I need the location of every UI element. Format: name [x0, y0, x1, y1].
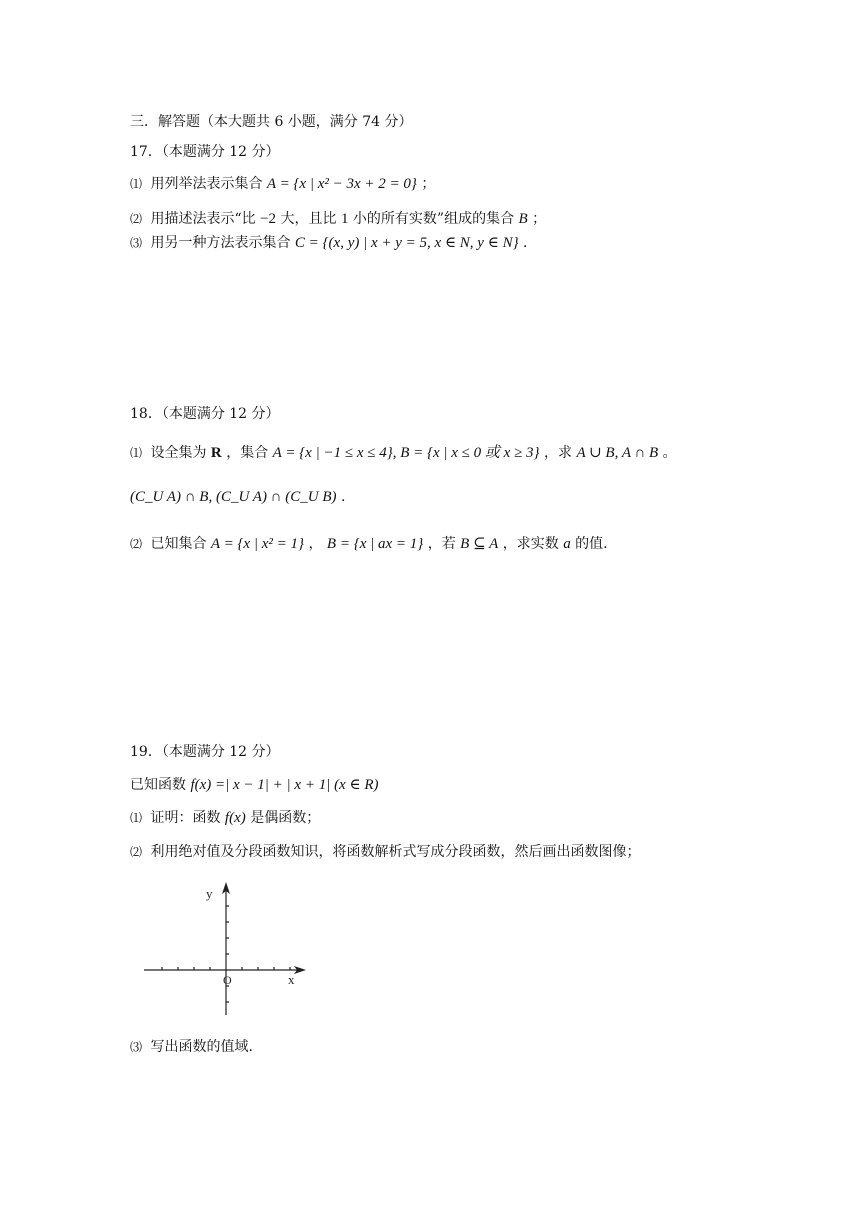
q18-part1-ops: A ∪ B, A ∩ B: [576, 445, 659, 461]
q18-part2-text-c: ，求实数: [502, 536, 559, 552]
q18-part2-label: ⑵: [130, 537, 143, 551]
y-axis-label: y: [206, 886, 213, 901]
q18-part2-text-b: ，若: [427, 536, 456, 552]
q18-part1-universe: R: [210, 445, 222, 461]
q17-part1-label: ⑴: [130, 177, 143, 191]
q17-part2-end: ；: [532, 211, 547, 227]
q18-part1-text-c: ，求: [544, 445, 573, 461]
q18-part1-sets: A = {x | −1 ≤ x ≤ 4}, B = {x | x ≤ 0 或 x ≥ 3}: [272, 445, 540, 461]
q17-part1-text: 用列举法表示集合: [150, 176, 263, 192]
q17-part2: [130, 209, 546, 229]
q18-part2-set-a: A = {x | x² = 1}: [210, 536, 304, 552]
q17-part2-text-b: 大，且比: [280, 211, 337, 227]
q19-intro: [130, 775, 378, 795]
q17-part3-text: 用另一种方法表示集合: [150, 235, 291, 251]
q19-function: f(x) =| x − 1| + | x + 1| (x ∈ R): [190, 777, 379, 793]
q19-part2-label: ⑵: [130, 845, 143, 859]
coordinate-axes-figure: [140, 880, 320, 1020]
q17-part1-set: A = {x | x² − 3x + 2 = 0}: [266, 176, 417, 192]
q17-number: 17．（本题满分 12 分）: [130, 144, 280, 160]
q19-part3: [130, 1037, 253, 1057]
q19-part1-text-a: 证明：函数: [150, 810, 221, 826]
q17-part2-label: ⑵: [130, 212, 143, 226]
q18-part1-text-a: 设全集为: [150, 445, 207, 461]
q18-part2-condition: B ⊆ A: [460, 536, 499, 552]
q18-part2-sep: ，: [308, 536, 323, 552]
q18-part1-label: ⑴: [130, 446, 143, 460]
q19-part2: [130, 842, 640, 862]
q17-part2-text-c: 小的所有实数”组成的集合: [352, 211, 515, 227]
q19-part1-text-b: 是偶函数；: [250, 810, 321, 826]
q18-part1-line2: [130, 487, 345, 507]
q17-part2-num1: −2: [260, 211, 277, 227]
q17-part2-text-a: 用描述法表示“比: [150, 211, 256, 227]
q19-part3-label: ⑶: [130, 1040, 143, 1054]
q19-part1: [130, 808, 320, 828]
q18-part1-text-b: ，集合: [226, 445, 269, 461]
q19-number: 19．（本题满分 12 分）: [130, 744, 280, 760]
q19-part3-text: 写出函数的值域.: [150, 1039, 253, 1055]
q18-part2-text-d: 的值.: [575, 536, 608, 552]
q19-part2-text: 利用绝对值及分段函数知识，将函数解析式写成分段函数，然后画出函数图像；: [150, 844, 641, 860]
q18-part2: [130, 534, 608, 554]
q18-part2-set-b: B = {x | ax = 1}: [326, 536, 424, 552]
q19-part1-func: f(x): [224, 810, 246, 826]
q18-part1-line2-end: .: [340, 489, 346, 505]
x-axis-label: x: [288, 972, 295, 987]
q18-part2-var: a: [563, 536, 571, 552]
q17-part2-num2: 1: [340, 211, 349, 227]
section-heading: 三．解答题（本大题共 6 小题，满分 74 分）: [130, 114, 413, 130]
origin-label: O: [223, 973, 232, 987]
q18-part2-text-a: 已知集合: [150, 536, 207, 552]
q17-part1-end: ；: [421, 176, 436, 192]
q18-part1-end: 。: [662, 445, 677, 461]
q18-part1: [130, 443, 677, 463]
q19-intro-text: 已知函数: [130, 777, 186, 793]
q17-part3-end: ．: [523, 235, 538, 251]
q17-part1: [130, 174, 435, 194]
q18-number: 18．（本题满分 12 分）: [130, 406, 280, 422]
q17-part2-var: B: [518, 211, 528, 227]
q17-part3: [130, 233, 537, 253]
q18-part1-complements: (C_U A) ∩ B, (C_U A) ∩ (C_U B): [130, 489, 337, 505]
q17-part3-set: C = {(x, y) | x + y = 5, x ∈ N, y ∈ N}: [294, 235, 519, 251]
q19-part1-label: ⑴: [130, 811, 143, 825]
q17-part3-label: ⑶: [130, 236, 143, 250]
